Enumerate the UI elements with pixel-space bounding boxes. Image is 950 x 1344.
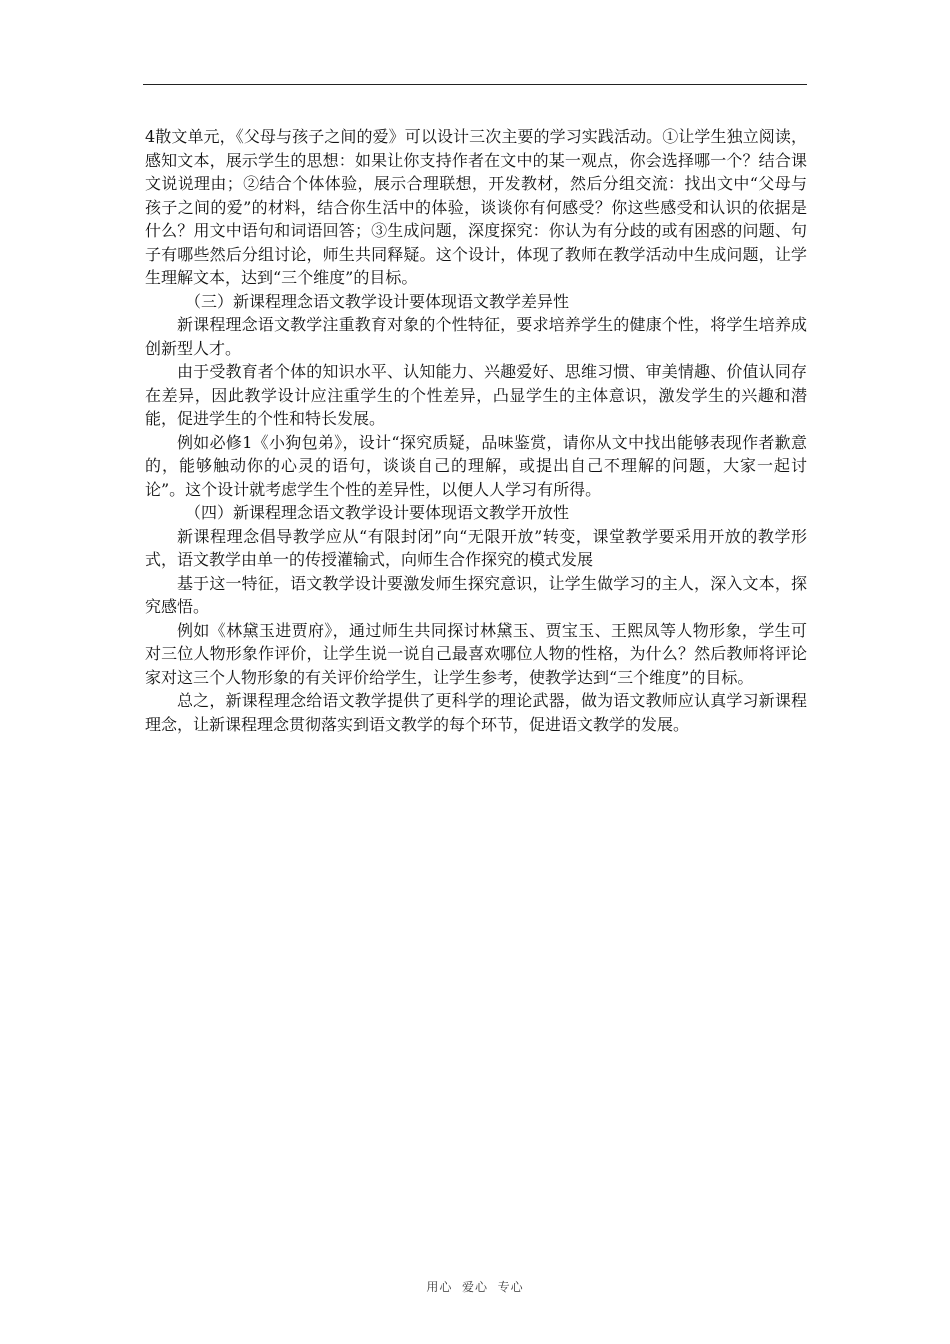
paragraph-essay-unit-activities: 4散文单元，《父母与孩子之间的爱》可以设计三次主要的学习实践活动。①让学生独立阅读，感知文本，展示学生的思想：如果让你支持作者在文中的某一观点，你会选择哪一个？结合课文说说理由；②结合个体体验，展示合理联想，开发教材，然后分组交流：找出文中“父母与孩子之间的爱”的材料，结合你生活中的体验，谈谈你有何感受？你这些感受和认识的依据是什么？用文中语句和词语回答；③生成问题，深度探究：你认为有分歧的或有困惑的问题、句子有哪些然后分组讨论，师生共同释疑。这个设计，体现了教师在教学活动中生成问题，让学生理解文本，达到“三个维度”的目标。	[145, 127, 807, 287]
paragraph-example-lin-daiyu: 例如《林黛玉进贾府》，通过师生共同探讨林黛玉、贾宝玉、王熙凤等人物形象，学生可对三位人物形象作评价，让学生说一说自己最喜欢哪位人物的性格，为什么？然后教师将评论家对这三个人物形象的有关评价给学生，让学生参考，使教学达到“三个维度”的目标。	[145, 620, 807, 687]
section-heading-3: （三）新课程理念语文教学设计要体现语文教学差异性	[185, 291, 570, 311]
paragraph-openness: 新课程理念倡导教学应从“有限封闭”向“无限开放”转变，课堂教学要采用开放的教学形式，语文教学由单一的传授灌输式，向师生合作探究的模式发展	[145, 526, 807, 569]
paragraph-individuality: 新课程理念语文教学注重教育对象的个性特征，要求培养学生的健康个性，将学生培养成创新型人才。	[145, 315, 807, 358]
paragraph-inquiry: 基于这一特征，语文教学设计要激发师生探究意识，让学生做学习的主人，深入文本，探究感悟。	[145, 573, 807, 616]
document-body	[145, 125, 807, 736]
header-rule	[143, 84, 807, 85]
page-footer: 用心 爱心 专心	[426, 1280, 524, 1294]
section-heading-4: （四）新课程理念语文教学设计要体现语文教学开放性	[185, 503, 570, 522]
paragraph-differences: 由于受教育者个体的知识水平、认知能力、兴趣爱好、思维习惯、审美情趣、价值认同存在差异，因此教学设计应注重学生的个性差异，凸显学生的主体意识，激发学生的兴趣和潜能，促进学生的个性和特长发展。	[145, 362, 807, 428]
paragraph-conclusion: 总之，新课程理念给语文教学提供了更科学的理论武器，做为语文教师应认真学习新课程理念，让新课程理念贯彻落实到语文教学的每个环节，促进语文教学的发展。	[145, 691, 807, 734]
paragraph-example-puppy: 例如必修1《小狗包弟》，设计“探究质疑，品味鉴赏，请你从文中找出能够表现作者歉意的，能够触动你的心灵的语句，谈谈自己的理解，或提出自己不理解的问题，大家一起讨论”。这个设计就考虑学生个性的差异性，以便人人学习有所得。	[145, 432, 807, 499]
